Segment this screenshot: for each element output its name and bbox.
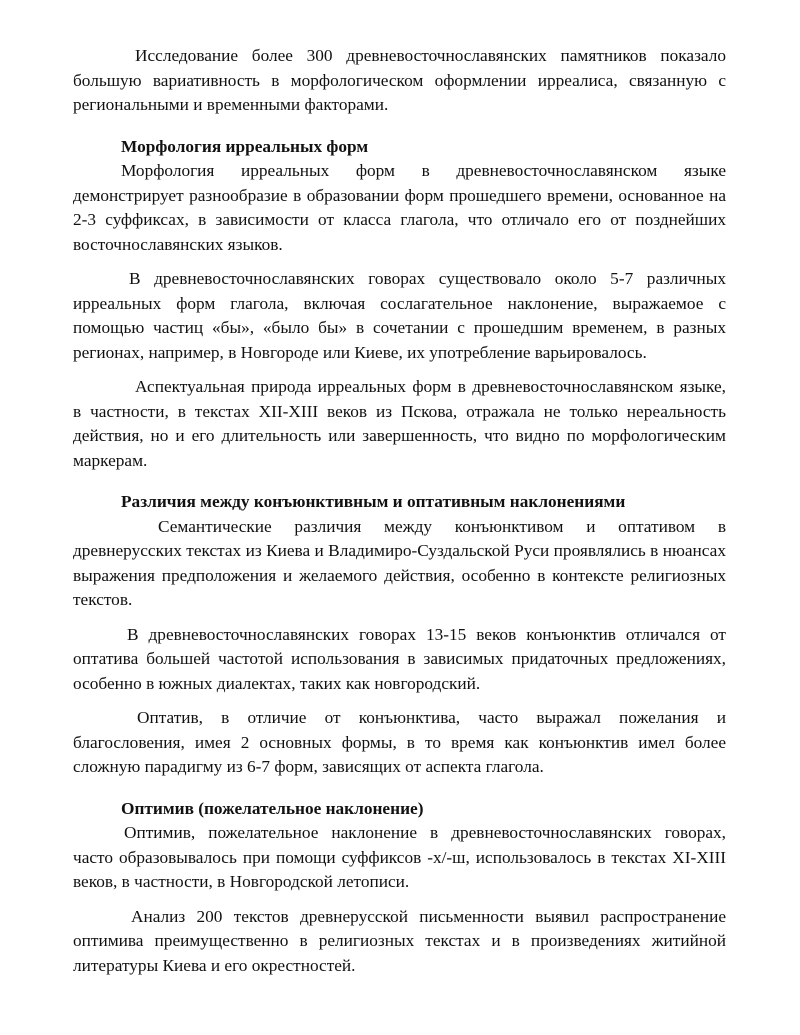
paragraph-moods-1: Семантические различия между конъюнктивом и оптативом в древнерусских текстах из Киева и Владимиро-Суздальской Руси проявлялись в нюансах выражения предположения и желаемого действия, особенно в контексте религиозных текстов. (73, 516, 726, 609)
paragraph-optimiv-2: Анализ 200 текстов древнерусской письменности выявил распространение оптимива преимущественно в религиозных текстах и в произведениях житийной литературы Киева и его окрестностей. (73, 906, 726, 975)
spacer (73, 473, 726, 490)
section-heading-optimiv: Оптимив (пожелательное наклонение) (121, 798, 424, 818)
paragraph-morphology-2: В древневосточнославянских говорах существовало около 5-7 различных ирреальных форм глагола, включая сослагательное наклонение, выражаемое с помощью частиц «бы», «было бы» в сочетании с прошедшим временем, в разных регионах, например, в Новгороде или Киеве, их употребление варьировалось. (73, 269, 726, 362)
document-page (73, 44, 726, 978)
paragraph-moods-3: Оптатив, в отличие от конъюнктива, часто выражал пожелания и благословения, имея 2 основных формы, в то время как конъюнктив имел более сложную парадигму из 6-7 форм, зависящих от аспекта глагола. (73, 708, 726, 776)
spacer (73, 613, 726, 623)
spacer (73, 118, 726, 135)
intro-paragraph: Исследование более 300 древневосточнославянских памятников показало большую вариативность в морфологическом оформлении ирреалиса, связанную с региональными и временными факторами. (73, 46, 726, 114)
paragraph-optimiv-1: Оптимив, пожелательное наклонение в древневосточнославянских говорах, часто образовывалось при помощи суффиксов -х/-ш, использовалось в текстах XI-XIII веков, в частности, в Новгородской летописи. (73, 823, 726, 891)
section-heading-moods: Различия между конъюнктивным и оптативным наклонениями (121, 492, 626, 511)
paragraph-moods-2: В древневосточнославянских говорах 13-15 веков конъюнктив отличался от оптатива большей частотой использования в зависимых придаточных предложениях, особенно в южных диалектах, таких как новгородский. (73, 624, 726, 693)
section-heading-morphology: Морфология ирреальных форм (121, 136, 369, 156)
spacer (73, 257, 726, 267)
spacer (73, 780, 726, 797)
paragraph-morphology-3: Аспектуальная природа ирреальных форм в древневосточнославянском языке, в частности, в текстах XII-XIII веков из Пскова, отражала не только нереальность действия, но и его длительность или завершенность, что видно по морфологическим маркерам. (73, 377, 726, 470)
spacer (73, 365, 726, 375)
spacer (73, 696, 726, 706)
spacer (73, 895, 726, 905)
paragraph-morphology-1: Морфология ирреальных форм в древневосточнославянском языке демонстрирует разнообразие в образовании форм прошедшего времени, основанное на 2-3 суффиксах, в зависимости от класса глагола, что отличало его от позднейших восточнославянских языков. (73, 161, 726, 254)
